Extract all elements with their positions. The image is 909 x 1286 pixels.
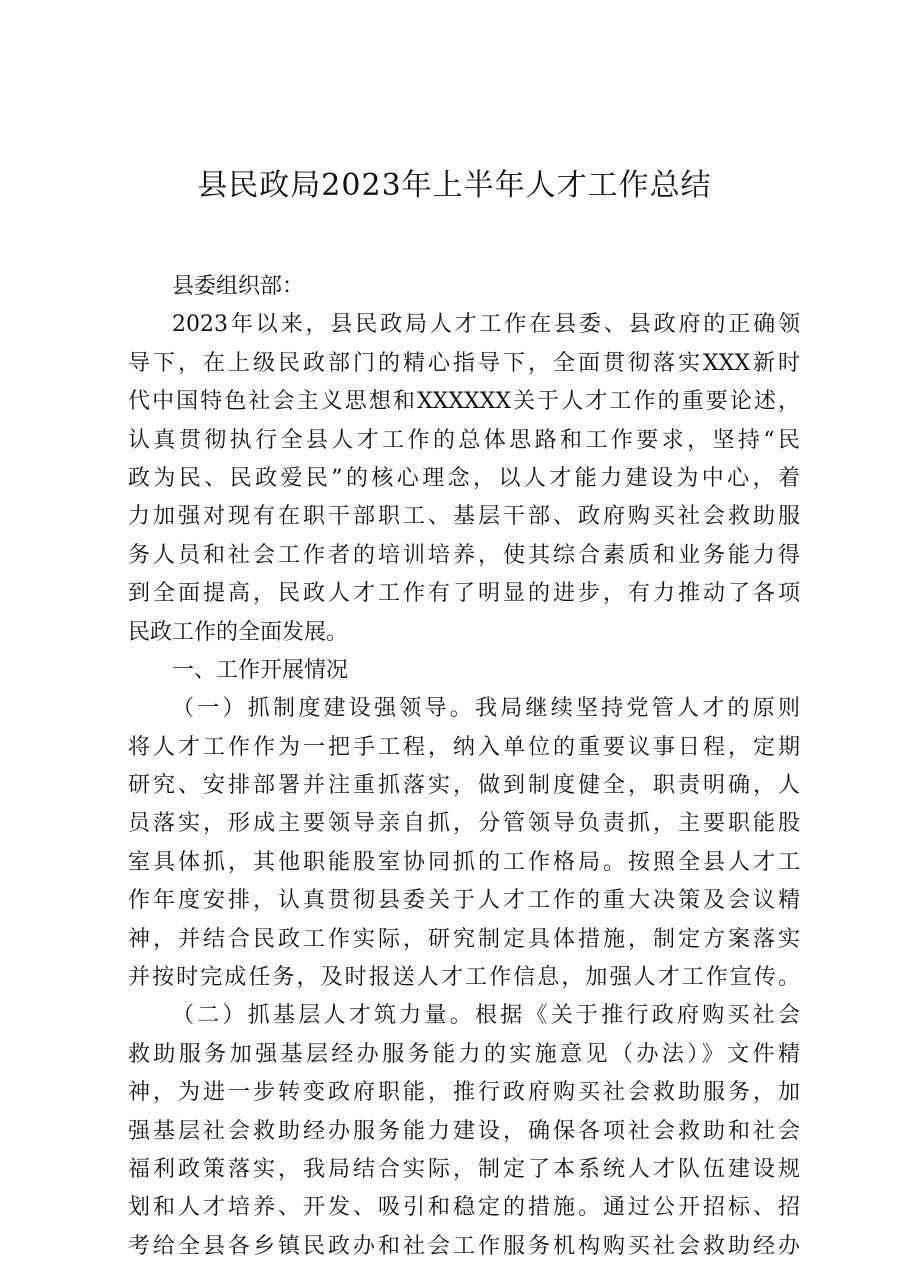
text-line: 员落实，形成主要领导亲自抓，分管领导负责抓，主要职能股 <box>128 811 800 837</box>
text-line: 作年度安排，认真贯彻县委关于人才工作的重大决策及会议精 <box>128 888 800 914</box>
text-line: 导下，在上级民政部门的精心指导下，全面贯彻落实XXX新时 <box>128 350 800 376</box>
text-line: 认真贯彻执行全县人才工作的总体思路和工作要求，坚持“民 <box>128 427 800 453</box>
document-title: 县民政局2023年上半年人才工作总结 <box>197 168 712 203</box>
text-line: 县委组织部： <box>172 274 305 299</box>
text-line: 救助服务加强基层经办服务能力的实施意见（办法）》文件精 <box>128 1041 800 1067</box>
text-line: 神，为进一步转变政府职能，推行政府购买社会救助服务，加 <box>128 1080 800 1106</box>
text-line: 一、工作开展情况 <box>172 657 349 683</box>
text-line: 力加强对现有在职干部职工、基层干部、政府购买社会救助服 <box>128 504 800 530</box>
text-line: 考给全县各乡镇民政办和社会工作服务机构购买社会救助经办 <box>128 1233 800 1259</box>
text-line: 将人才工作作为一把手工程，纳入单位的重要议事日程，定期 <box>128 734 800 760</box>
text-line: 神，并结合民政工作实际，研究制定具体措施，制定方案落实 <box>128 926 800 952</box>
text-line: 代中国特色社会主义思想和XXXXXX关于人才工作的重要论述， <box>128 389 800 415</box>
text-line: 并按时完成任务，及时报送人才工作信息，加强人才工作宣传。 <box>128 965 800 991</box>
text-line: 福利政策落实，我局结合实际，制定了本系统人才队伍建设规 <box>128 1156 800 1182</box>
text-line: 政为民、民政爱民”的核心理念，以人才能力建设为中心，着 <box>128 465 800 491</box>
text-line: 室具体抓，其他职能股室协同抓的工作格局。按照全县人才工 <box>128 849 800 875</box>
text-line: 民政工作的全面发展。 <box>128 619 349 645</box>
document-body <box>128 268 800 1266</box>
text-line: 研究、安排部署并注重抓落实，做到制度健全，职责明确，人 <box>128 773 800 799</box>
text-line: （一）抓制度建设强领导。我局继续坚持党管人才的原则 <box>172 696 800 722</box>
text-line: （二）抓基层人才筑力量。根据《关于推行政府购买社会 <box>172 1003 800 1029</box>
text-line: 务人员和社会工作者的培训培养，使其综合素质和业务能力得 <box>128 542 800 568</box>
text-line: 到全面提高，民政人才工作有了明显的进步，有力推动了各项 <box>128 581 800 607</box>
text-line: 划和人才培养、开发、吸引和稳定的措施。通过公开招标、招 <box>128 1195 800 1221</box>
text-line: 2023年以来，县民政局人才工作在县委、县政府的正确领 <box>172 312 800 338</box>
text-line: 强基层社会救助经办服务能力建设，确保各项社会救助和社会 <box>128 1118 800 1144</box>
